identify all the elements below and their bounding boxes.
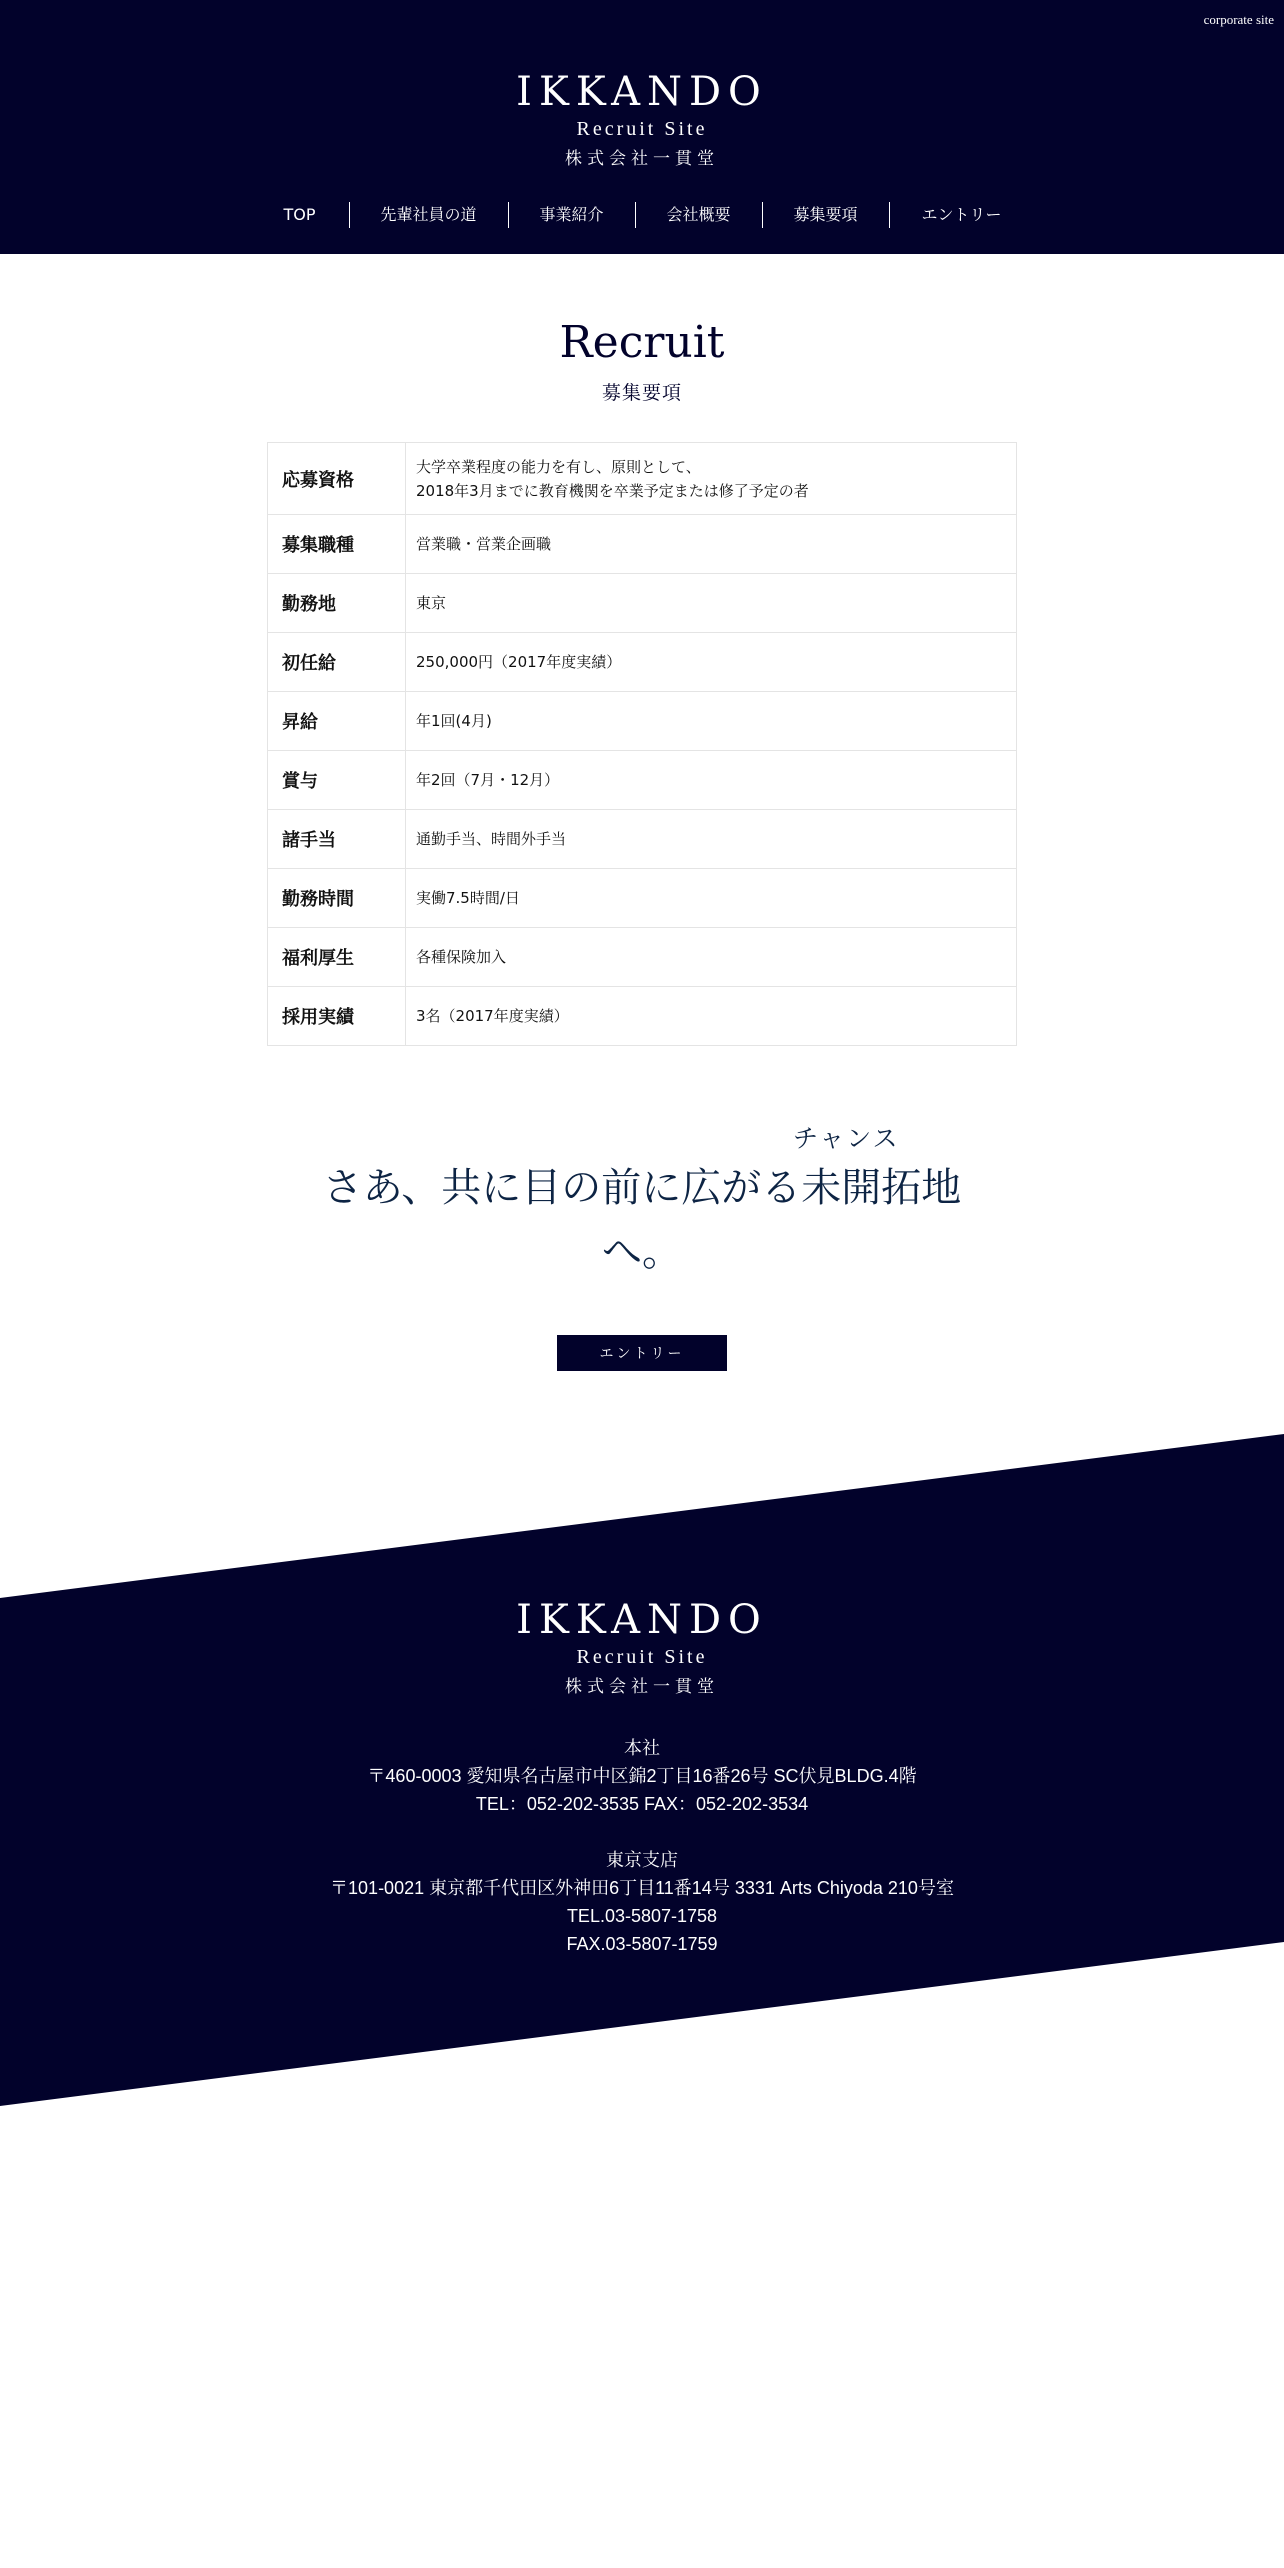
tokyo-office-address: 〒101-0021 東京都千代田区外神田6丁目11番14号 3331 Arts Chiyoda 210号室 [330,1878,954,1898]
footer-address [0,1734,1284,1958]
catch-line-2: へ。 [602,1229,682,1275]
table-row [268,515,1017,574]
catch-line-1: さあ、共に目の前に広がる未開拓地 [322,1165,962,1211]
catch-copy [290,1156,994,1284]
table-row [268,869,1017,928]
row-label: 採用実績 [268,987,406,1046]
nav-item-company[interactable]: 会社概要 [635,202,762,228]
row-label: 諸手当 [268,810,406,869]
row-value: 大学卒業程度の能力を有し、原則として、 2018年3月までに教育機関を卒業予定または修了予定の者 [406,443,1017,515]
recruit-table [267,442,1017,1046]
nav-item-business[interactable]: 事業紹介 [508,202,635,228]
head-office-name: 本社 [624,1738,660,1758]
site-header [0,0,1284,254]
table-row [268,810,1017,869]
head-office-address: 〒460-0003 愛知県名古屋市中区錦2丁目16番26号 SC伏見BLDG.4階 [367,1766,917,1786]
nav-item-recruit[interactable]: 募集要項 [762,202,889,228]
row-value: 通勤手当、時間外手当 [406,810,1017,869]
row-label: 初任給 [268,633,406,692]
table-row [268,443,1017,515]
row-label: 賞与 [268,751,406,810]
nav-item-entry[interactable]: エントリー [889,202,1034,228]
table-row [268,633,1017,692]
table-row [268,574,1017,633]
table-row [268,987,1017,1046]
tokyo-office-tel: TEL.03-5807-1758 [566,1906,718,1926]
row-value: 各種保険加入 [406,928,1017,987]
footer-logo-subtitle: Recruit Site [576,1646,708,1668]
entry-button[interactable]: エントリー [557,1335,727,1371]
row-label: 勤務時間 [268,869,406,928]
row-value: 実働7.5時間/日 [406,869,1017,928]
footer-logo-company-name: 株式会社一貫堂 [565,1677,719,1697]
global-nav [0,202,1284,228]
row-value: 東京 [406,574,1017,633]
footer-logo[interactable] [0,1596,1284,1702]
tokyo-office-name: 東京支店 [606,1850,678,1870]
table-row [268,928,1017,987]
row-label: 福利厚生 [268,928,406,987]
logo-company-name: 株式会社一貫堂 [565,149,719,169]
row-value: 3名（2017年度実績） [406,987,1017,1046]
logo-subtitle: Recruit Site [576,118,708,140]
corporate-site-link[interactable]: corporate site [1203,12,1274,27]
recruit-title-jp: 募集要項 [601,382,682,404]
row-label: 勤務地 [268,574,406,633]
head-office-tel-fax: TEL：052-202-3535 FAX：052-202-3534 [475,1794,809,1814]
nav-item-top[interactable]: TOP [283,205,316,224]
recruit-heading [0,312,1284,408]
row-label: 昇給 [268,692,406,751]
catch-ruby: チャンス [793,1124,900,1153]
table-row [268,692,1017,751]
row-label: 募集職種 [268,515,406,574]
nav-item-senpai[interactable]: 先輩社員の道 [349,202,508,228]
row-value: 営業職・営業企画職 [406,515,1017,574]
row-label: 応募資格 [268,443,406,515]
table-row [268,751,1017,810]
tokyo-office-fax: FAX.03-5807-1759 [566,1934,718,1954]
logo-wordmark: IKKANDO [516,69,768,115]
recruit-title-en: Recruit [559,317,725,368]
header-logo[interactable] [0,68,1284,174]
row-value: 年1回(4月) [406,692,1017,751]
row-value: 年2回（7月・12月） [406,751,1017,810]
footer-logo-wordmark: IKKANDO [516,1597,768,1643]
row-value: 250,000円（2017年度実績） [406,633,1017,692]
